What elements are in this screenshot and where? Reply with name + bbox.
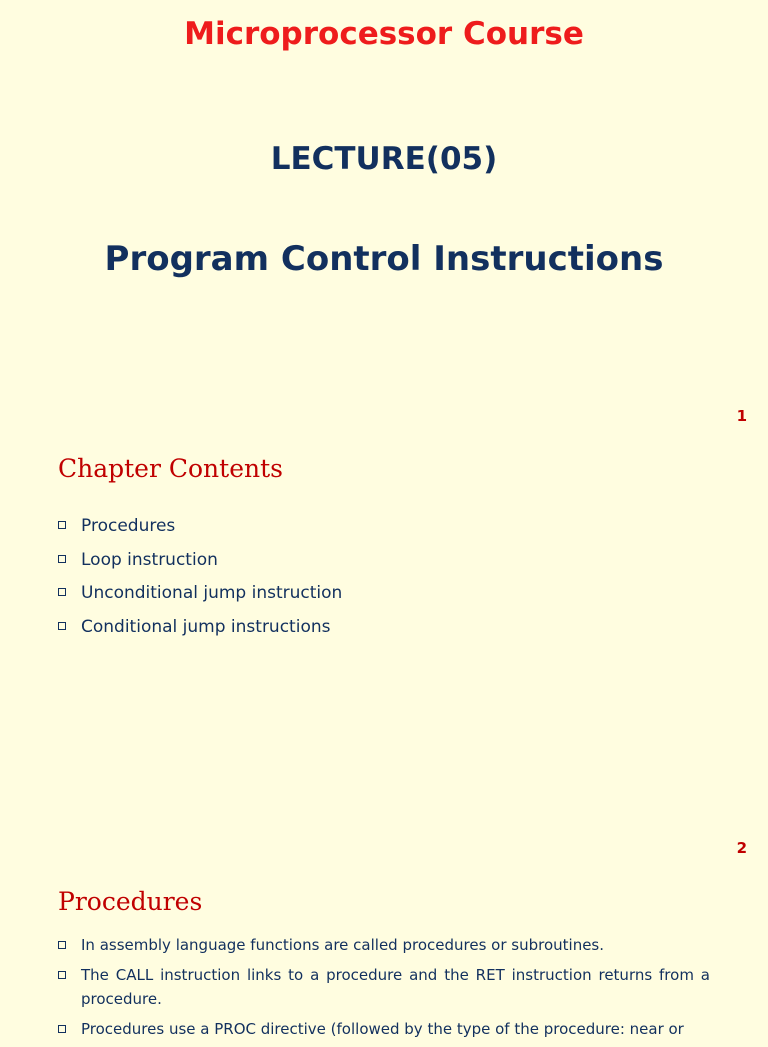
contents-list (58, 516, 342, 650)
slide-title: Program Control Instructions (104, 239, 664, 279)
list-item-text: Procedures use a PROC directive (followed by the type of the procedure: near or (81, 1020, 684, 1038)
list-item (58, 516, 342, 536)
procedures-list (58, 933, 710, 1047)
hollow-square-bullet-icon (58, 588, 66, 596)
slide-3 (0, 866, 768, 1038)
slide-1 (0, 0, 768, 433)
list-item-text: Loop instruction (81, 549, 218, 570)
page-number: 1 (736, 407, 747, 425)
list-item (58, 550, 342, 570)
hollow-square-bullet-icon (58, 521, 66, 529)
list-item (58, 583, 342, 603)
slide-2 (0, 433, 768, 866)
hollow-square-bullet-icon (58, 941, 66, 949)
chapter-contents-heading: Chapter Contents (58, 454, 283, 483)
hollow-square-bullet-icon (58, 1025, 66, 1033)
list-item (58, 933, 710, 957)
list-item-text: In assembly language functions are called procedures or subroutines. (81, 936, 605, 954)
list-item (58, 1017, 710, 1041)
procedures-heading: Procedures (58, 887, 203, 916)
list-item-text: Unconditional jump instruction (81, 583, 343, 603)
lecture-number: LECTURE(05) (270, 141, 498, 177)
course-title: Microprocessor Course (184, 16, 584, 52)
list-item-text: Conditional jump instructions (81, 616, 331, 637)
page-number: 2 (736, 839, 747, 857)
list-item-text: Procedures (81, 516, 176, 536)
list-item (58, 963, 710, 1011)
hollow-square-bullet-icon (58, 971, 66, 979)
list-item-text: The CALL instruction links to a procedure and the RET instruction returns from a procedure. (81, 966, 710, 1008)
hollow-square-bullet-icon (58, 622, 66, 630)
hollow-square-bullet-icon (58, 555, 66, 563)
list-item (58, 617, 342, 637)
